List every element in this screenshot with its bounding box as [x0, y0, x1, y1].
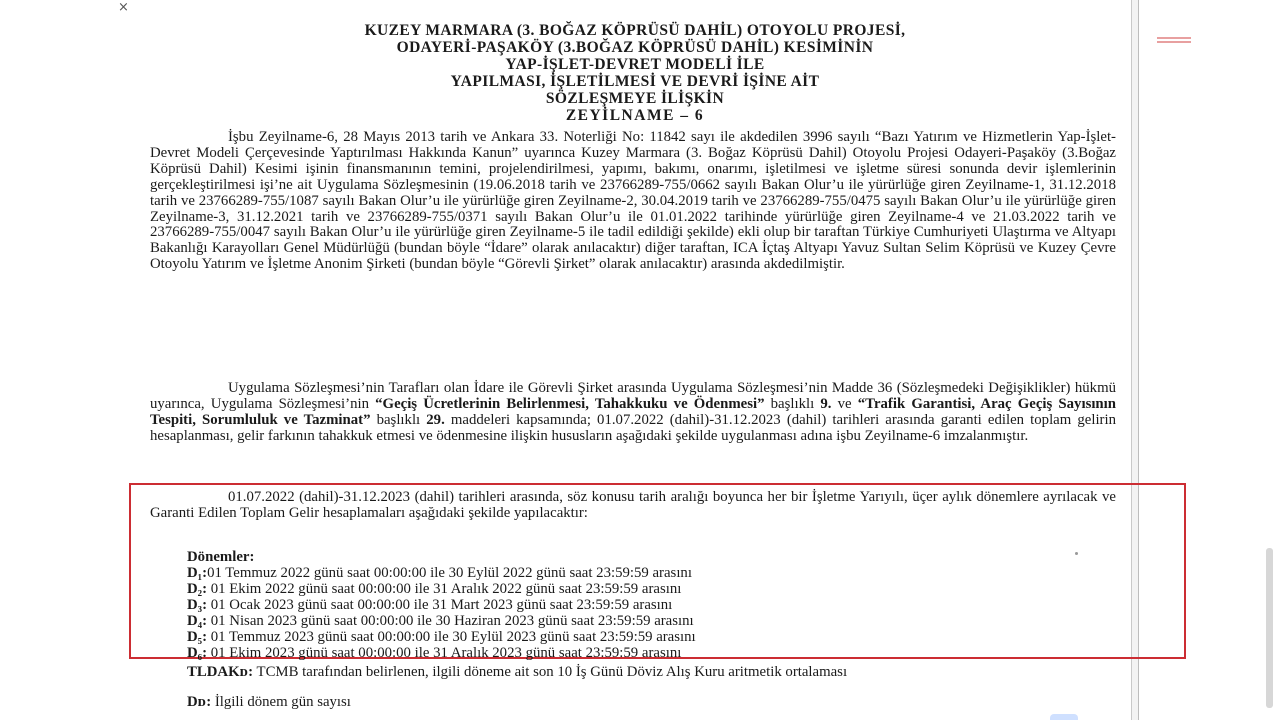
- title-line: YAPILMASI, İŞLETİLMESİ VE DEVRİ İŞİNE AİT: [450, 73, 820, 90]
- periods-list: [187, 549, 1127, 661]
- close-icon[interactable]: ×: [118, 0, 129, 15]
- paragraph-text: Uygulama Sözleşmesi’nin Tarafları olan İdare ile Görevli Şirket arasında Uygulama Sözleşmesi’nin Madde 36 (Sözleşmedeki Değişiklikler) hükmü uyarınca, Uygulama Sözleşmesi’nin “Geçiş Ücretlerinin Belirlenmesi, Tahakkuku ve Ödenmesi” başlıklı 9. ve “Trafik Garantisi, Araç Geçiş Sayısının Tespiti, Sorumluluk ve Tazminat” başlıklı 29. maddeleri kapsamında; 01.07.2022 (dahil)-31.12.2023 (dahil) tarihleri arasında garanti edilen toplam gelirin hesaplanması, gelir farkının tahakkuk etmesi ve ödenmesine ilişkin hususların aşağıdaki şekilde uygulanması adına işbu Zeyilname-6 imzalanmıştır.: [150, 380, 1117, 444]
- periods-header: Dönemler:: [187, 549, 255, 565]
- title-line: KUZEY MARMARA (3. BOĞAZ KÖPRÜSÜ DAHİL) OTOYOLU PROJESİ,: [364, 22, 906, 39]
- paragraph-periods-intro: [150, 490, 1116, 522]
- paragraph-intro: [150, 130, 1116, 273]
- list-item: D₅: 01 Temmuz 2023 günü saat 00:00:00 ile 30 Eylül 2023 günü saat 23:59:59 arasını: [187, 629, 696, 645]
- definitions: [187, 665, 1117, 710]
- document-subtitle: ZEYİLNAME – 6: [565, 107, 705, 124]
- scrollbar-thumb[interactable]: [1266, 548, 1273, 708]
- paragraph-text: İşbu Zeyilname-6, 28 Mayıs 2013 tarih ve Ankara 33. Noterliği No: 11842 sayı ile akdedilen 3996 sayılı “Bazı Yatırım ve Hizmetlerin Yap-İşlet-Devret Modeli Çerçevesinde Yaptırılması Hakkında Kanun” uyarınca Kuzey Marmara (3. Boğaz Köprüsü Dahil) Otoyolu Projesi Odayeri-Paşaköy (3.Boğaz Köprüsü Dahil) Kesimi işinin finansmanının temini, projelendirilmesi, yapımı, bakımı, onarımı, işletilmesi ve işletme süresi sonunda devir işlemlerinin gerçekleştirilmesi işi’ne ait Uygulama Sözleşmesinin (19.06.2018 tarih ve 23766289-755/0662 sayılı Bakan Olur’u ile yürürlüğe giren Zeyilname-1, 31.12.2018 tarih ve 23766289-755/1087 sayılı Bakan Olur’u ile yürürlüğe giren Zeyilname-2, 30.04.2019 tarih ve 23766289-755/0475 sayılı Bakan Olur’u ile yürürlüğe giren Zeyilname-3, 31.12.2021 tarih ve 23766289-755/0371 sayılı Bakan Olur’u ile 01.01.2022 tarihinde yürürlüğe giren Zeyilname-4 ve 21.03.2022 tarih ve 23766289-755/0047 sayılı Bakan Olur’u ile yürürlüğe giren Zeyilname-5 ile tadil edildiği şekilde) ekli olup bir taraftan Türkiye Cumhuriyeti Ulaştırma ve Altyapı Bakanlığı Karayolları Genel Müdürlüğü (bundan böyle “İdare” olarak anılacaktır) diğer taraftan, ICA İçtaş Altyapı Yavuz Sultan Selim Köprüsü ve Kuzey Çevre Otoyolu Yatırım ve İşletme Anonim Şirketi (bundan böyle “Görevli Şirket” olarak anılacaktır) arasında akdedilmiştir.: [150, 129, 1116, 273]
- definition-item: Dᴅ: İlgili dönem gün sayısı: [187, 693, 351, 710]
- list-item: D₆: 01 Ekim 2023 günü saat 00:00:00 ile 31 Aralık 2023 günü saat 23:59:59 arasını: [187, 645, 682, 661]
- definition-item: TLDAKᴅ: TCMB tarafından belirlenen, ilgili döneme ait son 10 İş Günü Döviz Alış Kuru aritmetik ortalaması: [187, 664, 848, 680]
- title-line: SÖZLEŞMEYE İLİŞKİN: [545, 90, 725, 107]
- floating-button[interactable]: [1050, 714, 1078, 720]
- title-line: ODAYERİ-PAŞAKÖY (3.BOĞAZ KÖPRÜSÜ DAHİL) KESİMİNİN: [396, 39, 874, 56]
- paragraph-text: 01.07.2022 (dahil)-31.12.2023 (dahil) tarihleri arasında, söz konusu tarih aralığı boyunca her bir İşletme Yarıyılı, üçer aylık dönemlere ayrılacak ve Garanti Edilen Toplam Gelir hesaplamaları aşağıdaki şekilde yapılacaktır:: [150, 489, 1116, 521]
- list-item: D₄: 01 Nisan 2023 günü saat 00:00:00 ile 30 Haziran 2023 günü saat 23:59:59 arasını: [187, 613, 694, 629]
- list-item: D₂: 01 Ekim 2022 günü saat 00:00:00 ile 31 Aralık 2022 günü saat 23:59:59 arasını: [187, 581, 682, 597]
- logo-mark: [1157, 37, 1191, 44]
- document-title: [150, 22, 1120, 107]
- list-item: D₃: 01 Ocak 2023 günü saat 00:00:00 ile 31 Mart 2023 günü saat 23:59:59 arasını: [187, 597, 673, 613]
- title-line: YAP-İŞLET-DEVRET MODELİ İLE: [505, 56, 765, 73]
- list-item: D₁:01 Temmuz 2022 günü saat 00:00:00 ile 30 Eylül 2022 günü saat 23:59:59 arasını: [187, 565, 692, 581]
- paragraph-articles: [150, 381, 1116, 445]
